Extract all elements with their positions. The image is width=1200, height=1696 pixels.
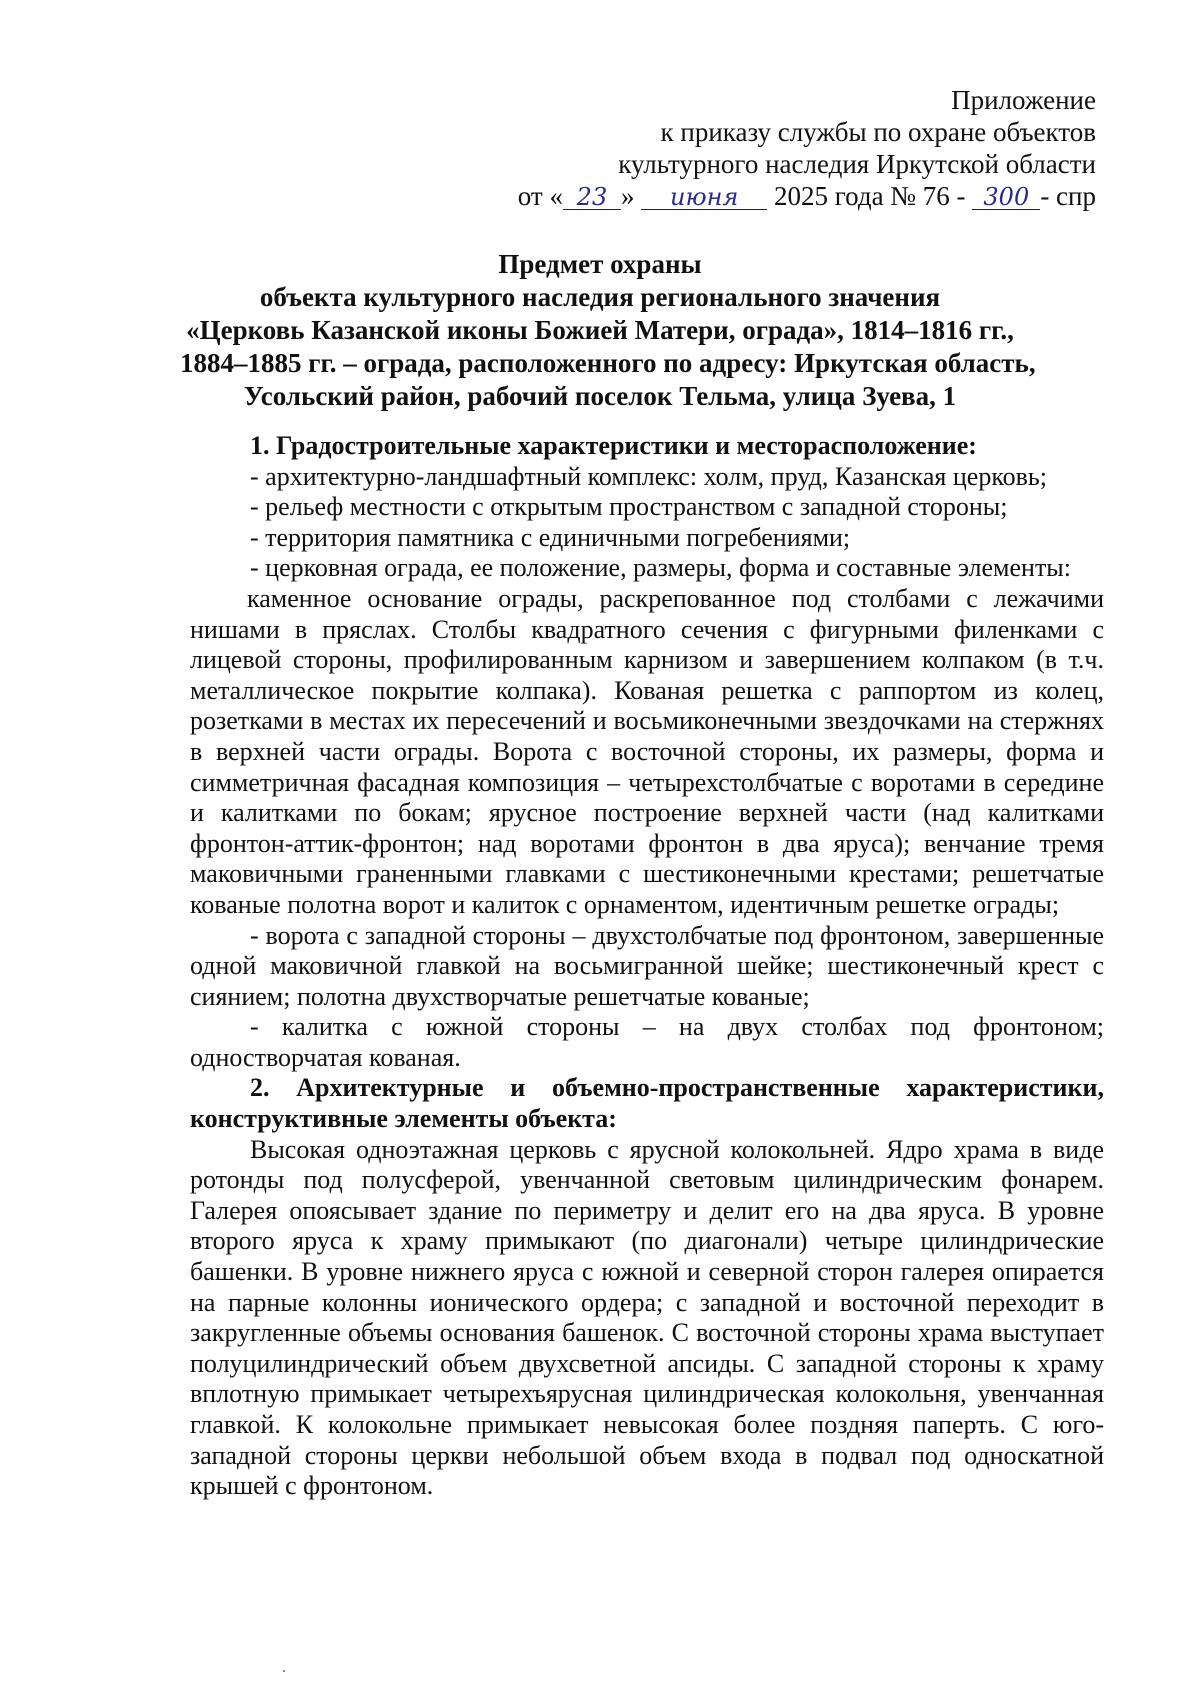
section-1-item-4: - церковная ограда, ее положение, размеры, форма и составные элементы: xyxy=(250,553,1071,583)
south-wicket-item: - калитка с южной стороны – на двух столбах под фронтоном; одностворчатая кованая. xyxy=(190,1012,1104,1072)
date-suffix: 2025 года № 76 - xyxy=(773,181,966,211)
section-1-item-3: - территория памятника с единичными погребениями; xyxy=(250,522,851,552)
date-mid: » xyxy=(620,181,635,211)
scan-speck xyxy=(283,1670,285,1672)
handwritten-day: 23 xyxy=(563,185,621,210)
appendix-authority: культурного наследия Иркутской области xyxy=(618,149,1096,179)
title-line-1: Предмет охраны xyxy=(498,249,702,279)
west-gate-item: - ворота с западной стороны – двухстолбчатые под фронтоном, завершенные одной маковичной главкой на восьмигранной шейке; шестиконечный крест с сиянием; полотна двухстворчатые решетчатые кованые; xyxy=(190,920,1104,1011)
section-1-item-1: - архитектурно-ландшафтный комплекс: холм, пруд, Казанская церковь; xyxy=(250,461,1047,491)
section-1-item-2: - рельеф местности с открытым пространством с западной стороны; xyxy=(250,492,1008,522)
appendix-date-line xyxy=(396,180,1096,212)
title-line-5: Усольский район, рабочий поселок Тельма, улица Зуева, 1 xyxy=(243,381,957,411)
handwritten-month: июня xyxy=(641,185,767,210)
appendix-header xyxy=(396,84,1096,212)
title-line-3: «Церковь Казанской иконы Божией Матери, ограда», 1814–1816 гг., xyxy=(186,315,1014,345)
section-2-text: Высокая одноэтажная церковь с ярусной колокольней. Ядро храма в виде ротонды под полусферой, увенчанной световым цилиндрическим фонарем. Галерея опоясывает здание по периметру и делит его на два яруса. В уровне второго яруса к храму примыкают (по диагонали) четыре цилиндрические башенки. В уровне нижнего яруса с южной и северной сторон галерея опирается на парные колонны ионического ордера; с западной и восточной переходит в закругленные объемы основания башенок. С восточной стороны храма выступает полуцилиндрический объем двухсветной апсиды. С западной стороны к храму вплотную примыкает четырехъярусная цилиндрическая колокольня, увенчанная главкой. К колокольне примыкает невысокая более поздняя паперть. С юго-западной стороны церкви небольшой объем входа в подвал под односкатной крышей с фронтоном. xyxy=(190,1134,1104,1501)
fence-description: каменное основание ограды, раскрепованное под столбами с лежачими нишами в пряслах. Столбы квадратного сечения с фигурными филенками с лицевой стороны, профилированным карнизом и завершением колпаком (в т.ч. металлическое покрытие колпака). Кованая решетка с раппортом из колец, розетками в местах их пересечений и восьмиконечными звездочками на стержнях в верхней части ограды. Ворота с восточной стороны, их размеры, форма и симметричная фасадная композиция – четырехстолбчатые с воротами в середине и калитками по бокам; ярусное построение верхней части (над калитками фронтон-аттик-фронтон; над воротами фронтон в два яруса); венчание тремя маковичными граненными главками с шестиконечными крестами; решетчатые кованые полотна ворот и калиток с орнаментом, идентичным решетке ограды; xyxy=(190,583,1104,919)
appendix-title: Приложение xyxy=(951,85,1096,115)
section-2-heading: 2. Архитектурные и объемно-пространственные характеристики, конструктивные элементы объекта: xyxy=(190,1073,1104,1134)
document-title xyxy=(180,248,1036,413)
order-suffix: - спр xyxy=(1040,181,1096,211)
section-1-heading: 1. Градостроительные характеристики и месторасположение: xyxy=(250,431,977,460)
document-body xyxy=(190,431,1104,1502)
handwritten-order-number: 300 xyxy=(972,185,1040,210)
date-prefix: от « xyxy=(517,181,563,211)
title-line-2: объекта культурного наследия регионального значения xyxy=(259,282,941,312)
title-line-4: 1884–1885 гг. – ограда, расположенного по адресу: Иркутская область, xyxy=(180,348,1036,378)
appendix-order-ref: к приказу службы по охране объектов xyxy=(660,117,1096,147)
